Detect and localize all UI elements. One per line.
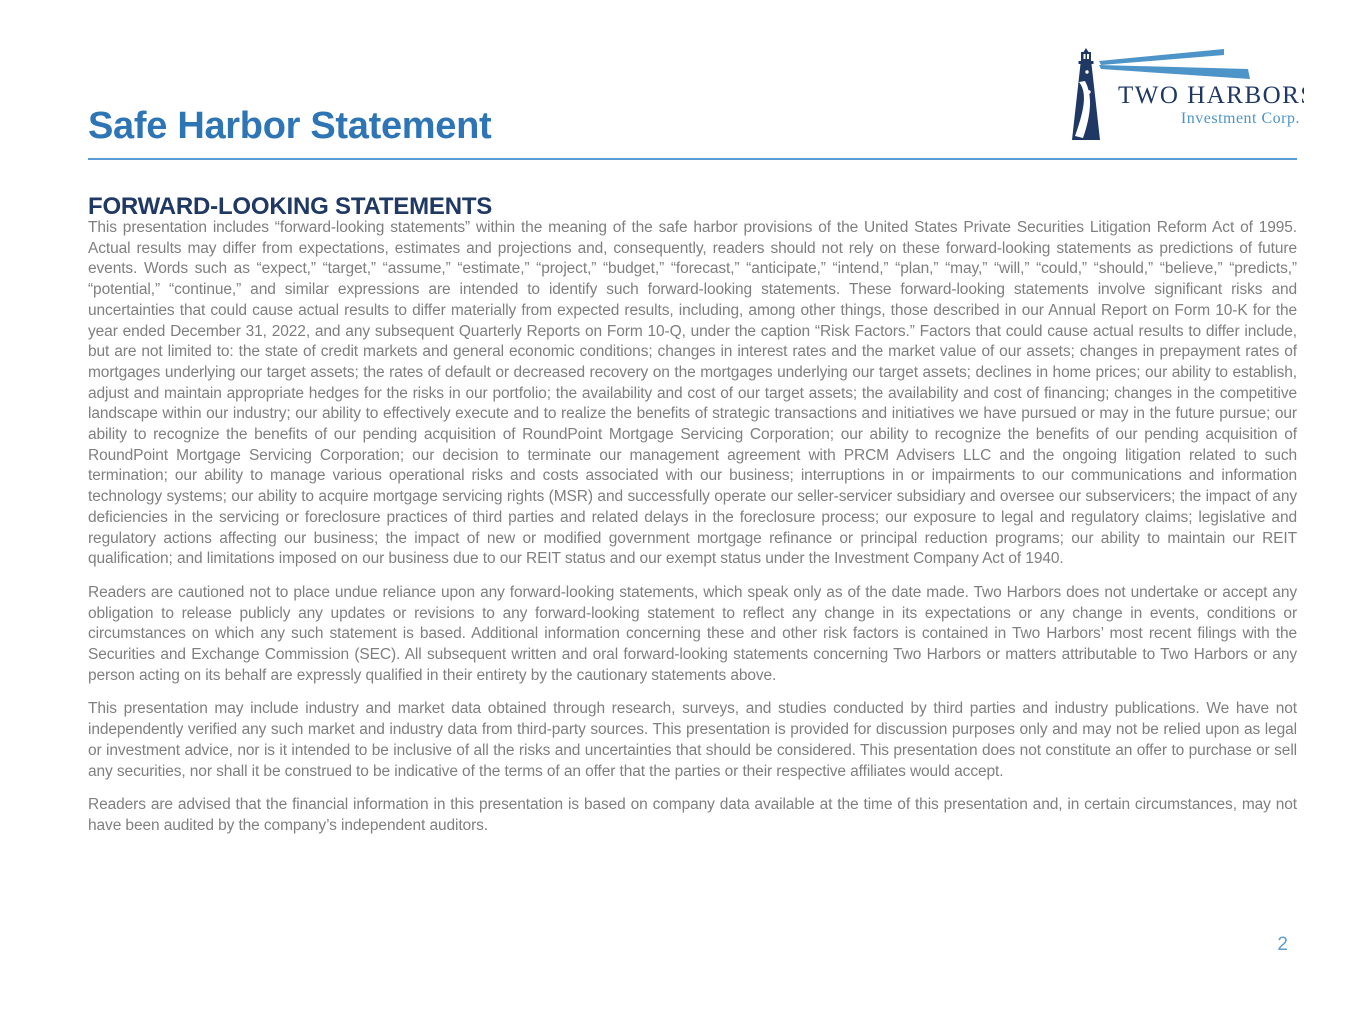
logo-company-subtitle: Investment Corp. (1180, 110, 1300, 127)
title-divider-rule (88, 158, 1297, 160)
paragraph-financial-information: Readers are advised that the financial information in this presentation is based on company data available at the time of this presentation and, in certain circumstances, may not have been audited by the company’s independent auditors. (88, 796, 1297, 834)
paragraph-industry-data: This presentation may include industry and market data obtained through research, surveys, and studies conducted by third parties and industry publications. We have not independently verified any such market and industry data from third-party sources. This presentation is provided for discussion purposes only and may not be relied upon as legal or investment advice, nor is it intended to be inclusive of all the risks and uncertainties that should be considered. This presentation does not constitute an offer to purchase or sell any securities, nor shall it be construed to be indicative of the terms of an offer that the parties or their respective affiliates would accept. (88, 700, 1297, 780)
lighthouse-icon (1072, 48, 1304, 143)
light-beams-icon (1099, 49, 1250, 79)
paragraph-forward-looking: This presentation includes “forward-looking statements” within the meaning of the safe harbor provisions of the United States Private Securities Litigation Reform Act of 1995. Actual results may differ from expectations, estimates and projections and, consequently, readers should not rely on these forward-looking statements as predictions of future events. Words such as “expect,” “target,” “assume,” “estimate,” “project,” “budget,” “forecast,” “anticipate,” “intend,” “plan,” “may,” “will,” “could,” “should,” “believe,” “predicts,” “potential,” “continue,” and similar expressions are intended to identify such forward-looking statements. These forward-looking statements involve significant risks and uncertainties that could cause actual results to differ materially from expected results, including, among other things, those described in our Annual Report on Form 10-K for the year ended December 31, 2022, and any subsequent Quarterly Reports on Form 10-Q, under the caption “Risk Factors.” Factors that could cause actual results to differ include, but are not limited to: the state of credit markets and general economic conditions; changes in interest rates and the market value of our assets; changes in prepayment rates of mortgages underlying our target assets; the rates of default or decreased recovery on the mortgages underlying our target assets; declines in home prices; our ability to establish, adjust and maintain appropriate hedges for the risks in our portfolio; the availability and cost of our target assets; the availability and cost of financing; changes in the competitive landscape within our industry; our ability to effectively execute and to realize the benefits of strategic transactions and initiatives we have pursued or may in the future pursue; our ability to recognize the benefits of our pending acquisition of RoundPoint Mortgage Servicing Corporation; our ability to recognize the benefits of our pending acquisition of RoundPoint Mortgage Servicing Corporation; our decision to terminate our management agreement with PRCM Advisers LLC and the ongoing litigation related to such termination; our ability to manage various operational risks and costs associated with our business; interruptions in or impairments to our communications and information technology systems; our ability to acquire mortgage servicing rights (MSR) and successfully operate our seller-servicer subsidiary and oversee our subservicers; the impact of any deficiencies in the servicing or foreclosure practices of third parties and related delays in the foreclosure process; our exposure to legal and regulatory claims; legislative and regulatory actions affecting our business; the impact of new or modified government mortgage refinance or principal reduction programs; our ability to maintain our REIT qualification; and limitations imposed on our business due to our REIT status and our exempt status under the Investment Company Act of 1940. (88, 219, 1297, 568)
company-logo (1072, 48, 1304, 143)
section-heading: FORWARD-LOOKING STATEMENTS (88, 192, 493, 220)
page-title: Safe Harbor Statement (88, 105, 492, 148)
disclaimer-text-block (88, 218, 1297, 850)
lighthouse-tower-icon (1072, 48, 1100, 140)
page-number: 2 (1277, 934, 1288, 955)
paragraph-reliance-caution: Readers are cautioned not to place undue reliance upon any forward-looking statements, which speak only as of the date made. Two Harbors does not undertake or accept any obligation to release publicly any updates or revisions to any forward-looking statement to reflect any change in its expectations or any change in events, conditions or circumstances on which any such statement is based. Additional information concerning these and other risk factors is contained in Two Harbors’ most recent filings with the Securities and Exchange Commission (SEC). All subsequent written and oral forward-looking statements concerning Two Harbors or matters attributable to Two Harbors or any person acting on its behalf are expressly qualified in their entirety by the cautionary statements above. (88, 583, 1297, 684)
logo-company-name: TWO HARBORS (1118, 82, 1304, 109)
